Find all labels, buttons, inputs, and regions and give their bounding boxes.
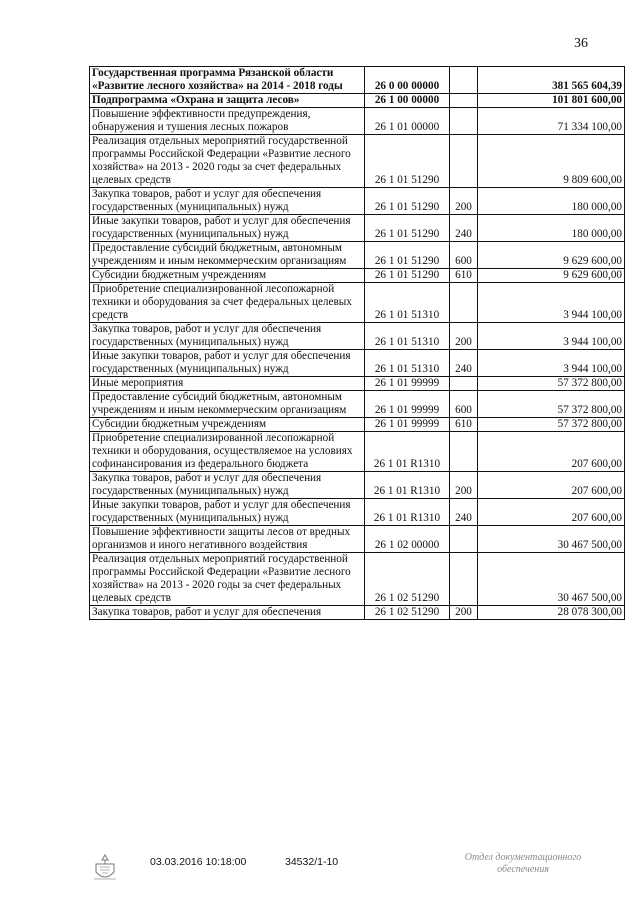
row-code-cell: 26 1 00 00000 (365, 94, 450, 108)
row-code-cell: 26 1 02 51290 (365, 606, 450, 620)
row-type-cell (450, 283, 478, 323)
row-sum-cell: 207 600,00 (478, 432, 625, 472)
row-code-cell: 26 1 01 51310 (365, 323, 450, 350)
row-sum-cell: 9 809 600,00 (478, 135, 625, 188)
row-sum-cell: 207 600,00 (478, 472, 625, 499)
row-code-cell: 26 1 01 99999 (365, 418, 450, 432)
table-row (90, 269, 625, 283)
row-name-cell: Приобретение специализированной лесопожарной техники и оборудования, осуществляемое на условиях софинансирования из федерального бюджета (90, 432, 365, 472)
budget-table-body (90, 67, 625, 620)
row-type-cell (450, 94, 478, 108)
table-row (90, 135, 625, 188)
budget-table (89, 66, 625, 620)
page-footer (0, 850, 640, 890)
row-sum-cell: 3 944 100,00 (478, 323, 625, 350)
row-type-cell: 200 (450, 323, 478, 350)
row-name-cell: Реализация отдельных мероприятий государственной программы Российской Федерации «Развитие лесного хозяйства» на 2013 - 2020 годы за счет федеральных целевых средств (90, 135, 365, 188)
footer-doc-number: 34532/1-10 (285, 856, 339, 868)
table-row (90, 215, 625, 242)
row-code-cell: 26 1 02 00000 (365, 526, 450, 553)
row-sum-cell: 180 000,00 (478, 215, 625, 242)
row-sum-cell: 30 467 500,00 (478, 526, 625, 553)
row-sum-cell: 381 565 604,39 (478, 67, 625, 94)
table-row (90, 606, 625, 620)
department-stamp-line2: обеспечения (497, 864, 549, 875)
table-row (90, 391, 625, 418)
row-name-cell: Субсидии бюджетным учреждениям (90, 418, 365, 432)
table-row (90, 553, 625, 606)
table-row (90, 67, 625, 94)
row-sum-cell: 57 372 800,00 (478, 377, 625, 391)
row-code-cell: 26 1 01 R1310 (365, 432, 450, 472)
row-name-cell: Предоставление субсидий бюджетным, автономным учреждениям и иным некоммерческим организациям (90, 242, 365, 269)
row-type-cell: 200 (450, 188, 478, 215)
row-type-cell: 600 (450, 242, 478, 269)
row-type-cell (450, 526, 478, 553)
row-sum-cell: 101 801 600,00 (478, 94, 625, 108)
table-row (90, 418, 625, 432)
table-row (90, 472, 625, 499)
row-type-cell: 240 (450, 499, 478, 526)
row-sum-cell: 3 944 100,00 (478, 283, 625, 323)
row-name-cell: Государственная программа Рязанской области «Развитие лесного хозяйства» на 2014 - 2018 годы (90, 67, 365, 94)
row-sum-cell: 3 944 100,00 (478, 350, 625, 377)
row-type-cell: 610 (450, 269, 478, 283)
row-code-cell: 26 1 01 51290 (365, 269, 450, 283)
department-stamp-line1: Отдел документационного (464, 852, 582, 863)
row-type-cell (450, 553, 478, 606)
row-type-cell: 600 (450, 391, 478, 418)
row-code-cell: 26 1 01 R1310 (365, 499, 450, 526)
table-row (90, 283, 625, 323)
row-name-cell: Повышение эффективности защиты лесов от вредных организмов и иного негативного воздействия (90, 526, 365, 553)
row-name-cell: Повышение эффективности предупреждения, обнаружения и тушения лесных пожаров (90, 108, 365, 135)
row-name-cell: Субсидии бюджетным учреждениям (90, 269, 365, 283)
table-row (90, 323, 625, 350)
row-name-cell: Подпрограмма «Охрана и защита лесов» (90, 94, 365, 108)
row-type-cell (450, 67, 478, 94)
table-row (90, 242, 625, 269)
page-number: 36 (574, 36, 588, 51)
row-sum-cell: 207 600,00 (478, 499, 625, 526)
row-name-cell: Реализация отдельных мероприятий государственной программы Российской Федерации «Развитие лесного хозяйства» на 2013 - 2020 годы за счет федеральных целевых средств (90, 553, 365, 606)
row-code-cell: 26 1 01 51310 (365, 283, 450, 323)
row-code-cell: 26 1 01 00000 (365, 108, 450, 135)
department-stamp (448, 852, 598, 876)
row-name-cell: Закупка товаров, работ и услуг для обеспечения (90, 606, 365, 620)
row-code-cell: 26 1 01 99999 (365, 391, 450, 418)
row-sum-cell: 28 078 300,00 (478, 606, 625, 620)
row-sum-cell: 57 372 800,00 (478, 418, 625, 432)
row-name-cell: Приобретение специализированной лесопожарной техники и оборудования за счет федеральных целевых средств (90, 283, 365, 323)
row-type-cell (450, 108, 478, 135)
row-type-cell (450, 135, 478, 188)
table-row (90, 526, 625, 553)
row-name-cell: Закупка товаров, работ и услуг для обеспечения государственных (муниципальных) нужд (90, 472, 365, 499)
row-code-cell: 26 1 01 51290 (365, 215, 450, 242)
row-code-cell: 26 1 01 51290 (365, 135, 450, 188)
table-row (90, 188, 625, 215)
row-sum-cell: 9 629 600,00 (478, 242, 625, 269)
table-row (90, 94, 625, 108)
row-sum-cell: 57 372 800,00 (478, 391, 625, 418)
row-code-cell: 26 0 00 00000 (365, 67, 450, 94)
table-row (90, 377, 625, 391)
row-name-cell: Предоставление субсидий бюджетным, автономным учреждениям и иным некоммерческим организациям (90, 391, 365, 418)
row-name-cell: Закупка товаров, работ и услуг для обеспечения государственных (муниципальных) нужд (90, 323, 365, 350)
footer-date: 03.03.2016 10:18:00 (150, 856, 247, 868)
row-code-cell: 26 1 01 51310 (365, 350, 450, 377)
row-sum-cell: 9 629 600,00 (478, 269, 625, 283)
row-type-cell: 240 (450, 350, 478, 377)
row-type-cell: 200 (450, 606, 478, 620)
table-row (90, 432, 625, 472)
row-name-cell: Иные закупки товаров, работ и услуг для обеспечения государственных (муниципальных) нужд (90, 499, 365, 526)
row-sum-cell: 71 334 100,00 (478, 108, 625, 135)
row-type-cell (450, 377, 478, 391)
row-name-cell: Закупка товаров, работ и услуг для обеспечения государственных (муниципальных) нужд (90, 188, 365, 215)
row-code-cell: 26 1 01 51290 (365, 242, 450, 269)
row-type-cell: 240 (450, 215, 478, 242)
row-sum-cell: 30 467 500,00 (478, 553, 625, 606)
table-row (90, 108, 625, 135)
coat-of-arms-icon (92, 852, 118, 882)
row-code-cell: 26 1 01 99999 (365, 377, 450, 391)
row-code-cell: 26 1 01 51290 (365, 188, 450, 215)
table-row (90, 499, 625, 526)
table-row (90, 350, 625, 377)
row-type-cell: 610 (450, 418, 478, 432)
row-code-cell: 26 1 02 51290 (365, 553, 450, 606)
row-code-cell: 26 1 01 R1310 (365, 472, 450, 499)
row-sum-cell: 180 000,00 (478, 188, 625, 215)
row-name-cell: Иные закупки товаров, работ и услуг для обеспечения государственных (муниципальных) нужд (90, 215, 365, 242)
row-name-cell: Иные закупки товаров, работ и услуг для обеспечения государственных (муниципальных) нужд (90, 350, 365, 377)
row-name-cell: Иные мероприятия (90, 377, 365, 391)
row-type-cell: 200 (450, 472, 478, 499)
row-type-cell (450, 432, 478, 472)
